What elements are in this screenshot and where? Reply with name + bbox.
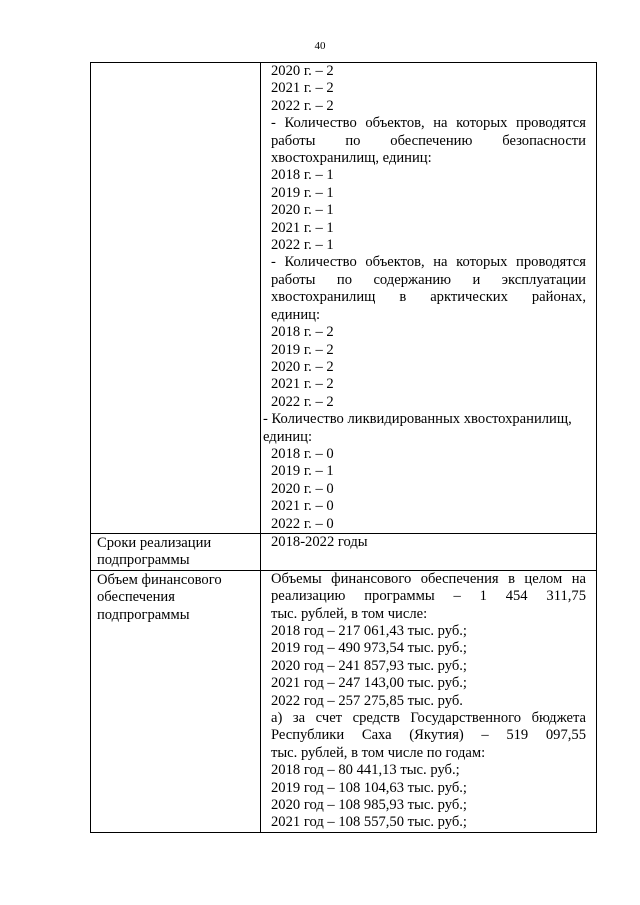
funding-line: Объемы финансового обеспечения в целом на [271, 570, 586, 587]
funding-year-line: 2019 год – 108 104,63 тыс. руб.; [271, 779, 467, 796]
indicator-line: 2020 г. – 2 [271, 63, 334, 79]
table-row-period [91, 533, 597, 570]
indicator-line: 2021 г. – 2 [271, 80, 334, 97]
period-value: 2018-2022 годы [271, 533, 368, 550]
funding-year-line: 2018 год – 217 061,43 тыс. руб.; [271, 623, 467, 639]
indicator-line: 2022 г. – 2 [271, 97, 334, 114]
indicator-line: 2021 г. – 1 [271, 219, 334, 236]
table-row-funding [91, 570, 597, 832]
funding-content-cell [261, 570, 597, 832]
indicator-line: 2021 г. – 2 [271, 376, 334, 393]
table-row-indicators [91, 63, 597, 534]
indicator-heading: работы по обеспечению безопасности [271, 132, 586, 149]
period-content-cell [261, 533, 597, 570]
indicator-line: 2020 г. – 0 [271, 480, 334, 497]
funding-year-line: 2020 год – 241 857,93 тыс. руб.; [271, 657, 467, 674]
indicator-heading: единиц: [271, 306, 321, 323]
indicator-line: 2019 г. – 1 [271, 463, 334, 480]
funding-label-cell [91, 570, 261, 832]
indicator-line: 2020 г. – 2 [271, 358, 334, 375]
indicator-heading: единиц: [263, 428, 313, 445]
funding-line: а) за счет средств Государственного бюджета [271, 710, 586, 727]
indicator-line: 2018 г. – 0 [271, 445, 334, 462]
indicator-line: 2021 г. – 0 [271, 498, 334, 515]
indicator-heading: - Количество объектов, на которых проводятся [271, 115, 586, 132]
period-label: подпрограммы [97, 552, 190, 569]
subprogram-passport-table [90, 62, 597, 833]
indicator-line: 2019 г. – 2 [271, 341, 334, 358]
funding-year-line: 2022 год – 257 275,85 тыс. руб. [271, 692, 463, 709]
period-label: Сроки реализации [97, 534, 212, 551]
indicator-line: 2020 г. – 1 [271, 202, 334, 219]
funding-label: подпрограммы [97, 606, 190, 623]
funding-label: Объем финансового [97, 571, 222, 588]
funding-year-line: 2021 год – 108 557,50 тыс. руб.; [271, 814, 467, 831]
funding-year-line: 2019 год – 490 973,54 тыс. руб.; [271, 640, 467, 657]
funding-label: обеспечения [97, 589, 175, 606]
indicator-line: 2022 г. – 0 [271, 515, 334, 532]
funding-line: тыс. рублей, в том числе: [271, 605, 428, 622]
funding-year-line: 2020 год – 108 985,93 тыс. руб.; [271, 797, 467, 814]
indicator-line: 2018 г. – 2 [271, 324, 334, 341]
indicator-heading: работы по содержанию и эксплуатации [271, 271, 586, 288]
indicator-heading: - Количество ликвидированных хвостохранилищ, [263, 411, 572, 428]
indicators-label-cell [91, 63, 261, 534]
page-number: 40 [314, 40, 326, 52]
indicator-heading: хвостохранилищ, единиц: [271, 150, 432, 167]
funding-year-line: 2018 год – 80 441,13 тыс. руб.; [271, 762, 460, 779]
indicator-line: 2022 г. – 2 [271, 393, 334, 410]
indicator-line: 2019 г. – 1 [271, 184, 334, 201]
indicators-content-cell [261, 63, 597, 534]
period-label-cell [91, 533, 261, 570]
funding-line: Республики Саха (Якутия) – 519 097,55 [271, 727, 586, 744]
indicator-line: 2018 г. – 1 [271, 167, 334, 184]
funding-year-line: 2021 год – 247 143,00 тыс. руб.; [271, 675, 467, 692]
indicator-heading: - Количество объектов, на которых проводятся [271, 254, 586, 271]
funding-line: тыс. рублей, в том числе по годам: [271, 744, 486, 761]
indicator-line: 2022 г. – 1 [271, 237, 334, 254]
indicator-heading: хвостохранилищ в арктических районах, [271, 289, 586, 306]
funding-line: реализацию программы – 1 454 311,75 [271, 588, 586, 605]
